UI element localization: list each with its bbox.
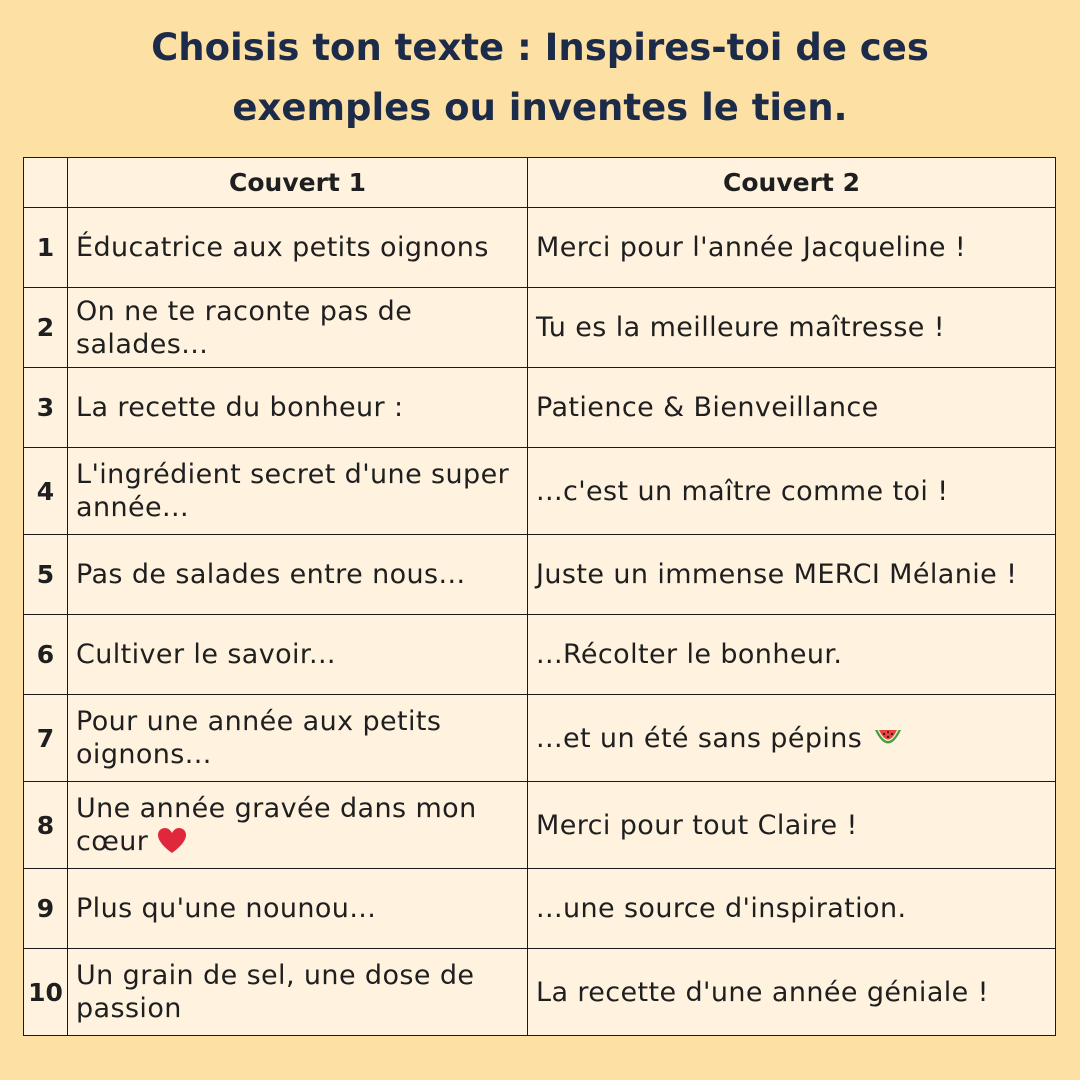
couvert-2-cell: ...c'est un maître comme toi ! <box>528 448 1056 535</box>
row-number: 3 <box>24 368 68 448</box>
couvert-2-cell: Tu es la meilleure maîtresse ! <box>528 288 1056 368</box>
couvert-2-cell: ...Récolter le bonheur. <box>528 615 1056 695</box>
couvert-2-cell: Merci pour tout Claire ! <box>528 782 1056 869</box>
couvert-2-cell: La recette d'une année géniale ! <box>528 949 1056 1036</box>
couvert-1-cell: Pas de salades entre nous... <box>68 535 528 615</box>
page-title: Choisis ton texte : Inspires-toi de ces exemples ou inventes le tien. <box>151 26 929 129</box>
row-number: 1 <box>24 208 68 288</box>
table-row <box>24 288 1056 368</box>
couvert-2-text: ...et un été sans pépins <box>536 722 863 754</box>
couvert-1-cell: Pour une année aux petits oignons... <box>68 695 528 782</box>
couvert-2-cell <box>528 695 1056 782</box>
couvert-1-cell: Plus qu'une nounou... <box>68 869 528 949</box>
couvert-1-text: Une année gravée dans mon cœur <box>76 793 477 857</box>
couvert-2-cell: Patience & Bienveillance <box>528 368 1056 448</box>
couvert-1-cell: L'ingrédient secret d'une super année... <box>68 448 528 535</box>
table-row <box>24 368 1056 448</box>
couvert-1-cell: Cultiver le savoir... <box>68 615 528 695</box>
couvert-1-cell: Un grain de sel, une dose de passion <box>68 949 528 1036</box>
row-number: 8 <box>24 782 68 869</box>
row-number: 2 <box>24 288 68 368</box>
couvert-1-cell <box>68 782 528 869</box>
table-row <box>24 695 1056 782</box>
header-couvert-2: Couvert 2 <box>528 158 1056 208</box>
watermelon-icon <box>873 727 903 749</box>
table-row <box>24 869 1056 949</box>
table-row <box>24 535 1056 615</box>
examples-table <box>23 157 1056 1036</box>
header-number <box>24 158 68 208</box>
header-couvert-1: Couvert 1 <box>68 158 528 208</box>
table-row <box>24 949 1056 1036</box>
row-number: 7 <box>24 695 68 782</box>
table-row <box>24 208 1056 288</box>
couvert-1-cell: La recette du bonheur : <box>68 368 528 448</box>
couvert-1-cell: On ne te raconte pas de salades... <box>68 288 528 368</box>
row-number: 6 <box>24 615 68 695</box>
couvert-2-cell: Juste un immense MERCI Mélanie ! <box>528 535 1056 615</box>
couvert-2-cell: Merci pour l'année Jacqueline ! <box>528 208 1056 288</box>
table-row <box>24 615 1056 695</box>
row-number: 4 <box>24 448 68 535</box>
table-row <box>24 448 1056 535</box>
row-number: 10 <box>24 949 68 1036</box>
couvert-2-cell: ...une source d'inspiration. <box>528 869 1056 949</box>
row-number: 9 <box>24 869 68 949</box>
red-heart-icon <box>157 827 187 855</box>
table-header-row <box>24 158 1056 208</box>
row-number: 5 <box>24 535 68 615</box>
table-row <box>24 782 1056 869</box>
couvert-1-cell: Éducatrice aux petits oignons <box>68 208 528 288</box>
